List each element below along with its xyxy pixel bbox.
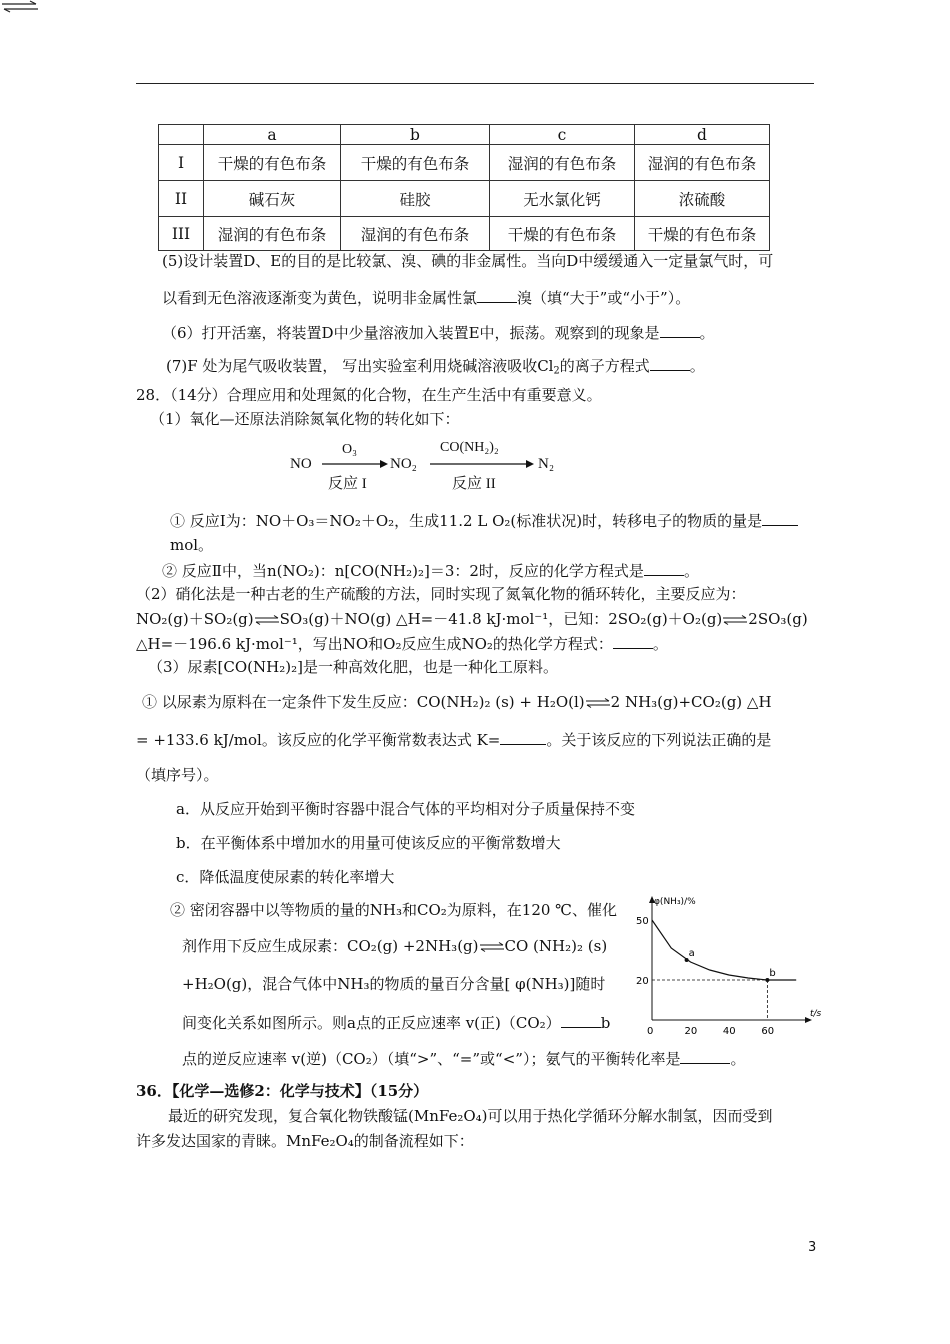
scheme-urea: CO(NH₂)₂ [440, 440, 499, 455]
q28-3a-line [142, 693, 772, 711]
table-row [159, 145, 770, 181]
q5-text-tail: 溴（填“大于”或“小于”）。 [517, 289, 691, 307]
table-row [159, 181, 770, 217]
q28-3d-line5 [182, 1049, 745, 1068]
scheme-n2: N₂ [538, 456, 555, 472]
option-a: a．从反应开始到平衡时容器中混合气体的平均相对分子质量保持不变 [176, 800, 635, 818]
q7-line: (7)F 处为尾气吸收装置， 写出实验室利用烧碱溶液吸收$Cl_2$的离子方程式 。 [166, 357, 705, 377]
q28-2-line1: （2）硝化法是一种古老的生产硫酸的方法，同时实现了氮氧化物的循环转化，主要反应为： [136, 585, 746, 603]
q7-text: (7)F 处为尾气吸收装置， 写出实验室利用烧碱溶液吸收Cl [166, 357, 554, 375]
equilibrium-arrow-icon [0, 0, 40, 14]
q28-3d-eq-right: CO (NH₂)₂ (s) [504, 937, 608, 955]
q28-3b-text: = +133.6 kJ/mol。该反应的化学平衡常数表达式 K= [136, 731, 501, 749]
table-cell: 无水氯化钙 [490, 181, 635, 217]
answer-blank[interactable] [762, 511, 798, 526]
table-cell: I [159, 145, 204, 181]
table-header-row [159, 125, 770, 145]
scheme-reaction-1: 反应 I [328, 476, 367, 492]
equilibrium-arrow-icon [722, 615, 748, 625]
table-cell: 硅胶 [341, 181, 490, 217]
table-cell: 湿润的有色布条 [341, 217, 490, 251]
table-cell [159, 125, 204, 145]
q7-text-tail: 。 [689, 357, 705, 375]
table-cell: 干燥的有色布条 [204, 145, 341, 181]
q28-1b-tail: 。 [683, 562, 699, 580]
nh3-fraction-chart [630, 890, 820, 1042]
x-tick-label: 40 [722, 1026, 736, 1037]
table-cell: 湿润的有色布条 [490, 145, 635, 181]
q28-2-line3 [136, 634, 668, 653]
q28-3d-rate-text: 间变化关系如图所示。则a点的正反应速率 v(正)（CO₂） [182, 1014, 561, 1032]
q28-1b-line [162, 561, 699, 580]
option-c: c．降低温度使尿素的转化率增大 [176, 868, 395, 886]
x-tick-label: 0 [647, 1026, 654, 1037]
equilibrium-arrow-icon [254, 615, 280, 625]
scheme-o3: O₃ [342, 442, 357, 457]
equilibrium-arrow-icon [479, 942, 505, 952]
q28-3d-conv-tail: 。 [730, 1050, 746, 1068]
q28-1b-text: ② 反应Ⅱ中，当 [162, 562, 267, 580]
answer-blank[interactable] [613, 634, 653, 649]
y-tick-label: 20 [636, 976, 649, 987]
table-cell: 浓硫酸 [635, 181, 770, 217]
answer-blank[interactable] [477, 288, 517, 303]
scheme-no: NO [290, 456, 312, 472]
q28-3a-left: ① 以尿素为原料在一定条件下发生反应：CO(NH₂)₂ (s) + H₂O(l) [142, 693, 585, 711]
q28-3b-line [136, 730, 771, 749]
equilibrium-arrow-icon [585, 698, 611, 708]
table-cell: III [159, 217, 204, 251]
answer-blank[interactable] [561, 1013, 601, 1028]
y-axis-label: φ(NH₃)/% [654, 897, 696, 907]
q28-3a-right: 2 NH₃(g)+CO₂(g) △H [610, 693, 772, 711]
y-tick-label: 50 [636, 916, 649, 927]
q28-2c-tail: 。 [652, 635, 668, 653]
q28-3c-line: （填序号）。 [136, 766, 219, 784]
x-tick-label: 20 [684, 1026, 698, 1037]
q28-1b-ratio: n(NO₂)：n[CO(NH₂)₂]＝3：2时，反应的化学方程式是 [266, 562, 644, 580]
table-row [159, 217, 770, 251]
scheme-no2: NO₂ [390, 456, 417, 472]
q28-3-heading: （3）尿素[CO(NH₂)₂]是一种高效化肥，也是一种化工原料。 [148, 658, 558, 676]
q28-3b-tail: 。关于该反应的下列说法正确的是 [546, 731, 772, 749]
q28-2c-text: △H=－196.6 kJ·mol⁻¹，写出NO和O₂反应生成NO₂的热化学方程式： [136, 635, 613, 653]
table-cell: d [635, 125, 770, 145]
point-label-a: a [688, 948, 695, 959]
answer-blank[interactable] [644, 561, 684, 576]
q28-3d-line1: ② 密闭容器中以等物质的量的NH₃和CO₂为原料，在120 ℃、催化 [170, 901, 617, 919]
arrow-icon [430, 458, 534, 470]
q28-2-eq-right: SO₃(g)＋NO(g) △H=－41.8 kJ·mol⁻¹，已知：2SO₂(g)＋O₂(g) [279, 610, 723, 628]
x-tick-label: 60 [761, 1026, 775, 1037]
q28-heading: 28．（14分）合理应用和处理氮的化合物，在生产生活中有重要意义。 [136, 386, 602, 404]
answer-blank[interactable] [660, 323, 700, 338]
q7-text-mid: 的离子方程式 [559, 357, 650, 375]
page-number: 3 [808, 1240, 817, 1255]
q28-3d-rate-tail: b [600, 1014, 611, 1032]
table-cell: c [490, 125, 635, 145]
q28-1a-text: ① 反应Ⅰ为：NO＋O₃＝NO₂＋O₂，生成11.2 L O₂(标准状况)时，转移电子的物质的量是 [170, 512, 763, 530]
reagent-table [158, 124, 770, 251]
q28-3d-line3: +H₂O(g)，混合气体中NH₃的物质的量百分含量[ φ(NH₃)]随时 [182, 975, 606, 993]
q5-line1: (5)设计装置D、E的目的是比较氯、溴、碘的非金属性。当向D中缓缓通入一定量氯气时，可 [162, 252, 774, 270]
q28-2-eq-left: NO₂(g)＋SO₂(g) [136, 610, 254, 628]
scheme-reaction-2: 反应 II [452, 476, 496, 492]
table-cell: 湿润的有色布条 [204, 217, 341, 251]
q28-3d-line2 [182, 937, 607, 955]
q28-2-line2 [136, 610, 808, 628]
q28-1a-line1 [170, 511, 798, 530]
q36-line1: 最近的研究发现，复合氧化物铁酸锰(MnFe₂O₄)可以用于热化学循环分解水制氢，因而受到 [168, 1107, 773, 1125]
q36-title: 36．【化学—选修2：化学与技术】（15分） [136, 1082, 429, 1100]
q5-text: 以看到无色溶液逐渐变为黄色，说明非金属性氯 [162, 289, 478, 307]
arrow-icon [322, 458, 388, 470]
point-label-b: b [769, 968, 776, 979]
q28-3d-line4 [182, 1013, 610, 1032]
answer-blank[interactable] [500, 730, 546, 745]
table-cell: a [204, 125, 341, 145]
table-cell: 干燥的有色布条 [341, 145, 490, 181]
header-rule [136, 83, 814, 84]
q28-2-eq-end: 2SO₃(g) [748, 610, 808, 628]
q28-1a-unit: mol。 [170, 536, 214, 554]
table-cell: b [341, 125, 490, 145]
table-cell: 干燥的有色布条 [490, 217, 635, 251]
answer-blank[interactable] [680, 1049, 730, 1064]
q5-line2 [162, 288, 690, 307]
table-cell: II [159, 181, 204, 217]
q28-3d-conv-text: 点的逆反应速率 v(逆)（CO₂）（填“>”、“=”或“<”）；氨气的平衡转化率是 [182, 1050, 681, 1068]
q6-text: （6）打开活塞，将装置D中少量溶液加入装置E中，振荡。观察到的现象是 [162, 324, 660, 342]
q6-line [162, 323, 715, 342]
table-cell: 干燥的有色布条 [635, 217, 770, 251]
reaction-scheme [280, 438, 570, 494]
q6-text-tail: 。 [699, 324, 715, 342]
option-b: b．在平衡体系中增加水的用量可使该反应的平衡常数增大 [176, 834, 561, 852]
answer-blank[interactable] [650, 356, 690, 371]
q28-1-heading: （1）氧化—还原法消除氮氧化物的转化如下： [150, 410, 460, 428]
table-cell: 湿润的有色布条 [635, 145, 770, 181]
table-cell: 碱石灰 [204, 181, 341, 217]
q36-line2: 许多发达国家的青睐。MnFe₂O₄的制备流程如下： [136, 1132, 474, 1150]
x-axis-label: t/s [810, 1009, 822, 1019]
q28-3d-eq-left: 剂作用下反应生成尿素：CO₂(g) +2NH₃(g) [182, 937, 479, 955]
